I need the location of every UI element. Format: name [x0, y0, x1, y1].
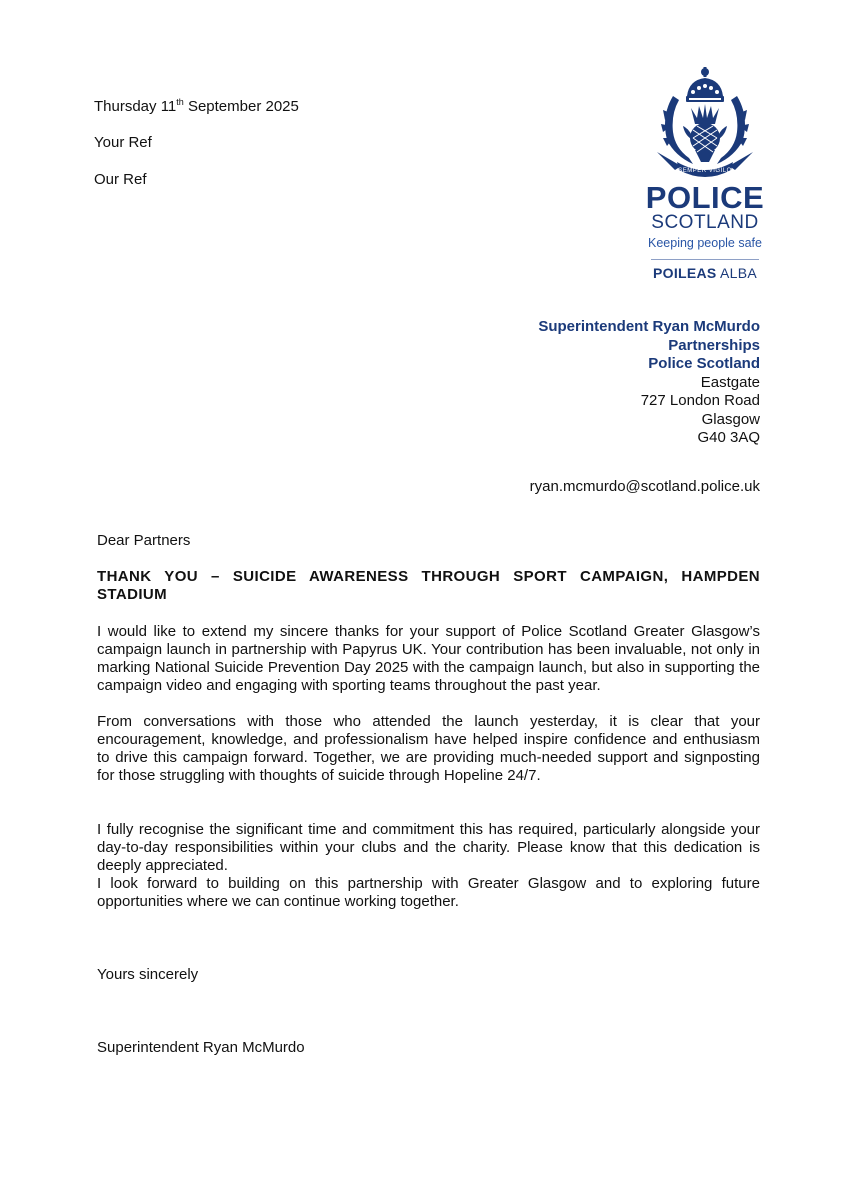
logo-tagline: Keeping people safe	[648, 236, 762, 250]
paragraph: I would like to extend my sincere thanks for your support of Police Scotland Greater Glasgow’s campaign launch in partnership with Papyrus UK. Your contribution has been invaluable, not only in marking National Suicide Prevention Day 2025 with the campaign launch, but also in supporting the campaign video and engaging with sporting teams throughout the past year.	[97, 623, 760, 694]
motto-text: SEMPER VIGILO	[678, 168, 732, 174]
logo-gaelic-name: POILEAS ALBA	[653, 265, 757, 281]
our-ref-label: Our Ref	[94, 171, 147, 188]
paragraph: I look forward to building on this partnership with Greater Glasgow and to exploring future opportunities where we can continue working together.	[97, 875, 760, 910]
salutation: Dear Partners	[97, 532, 191, 549]
address-line: Eastgate	[700, 373, 760, 391]
address-line: G40 3AQ	[697, 429, 760, 446]
sender-email: ryan.mcmurdo@scotland.police.uk	[529, 478, 760, 495]
closing: Yours sincerely	[97, 966, 199, 983]
letter-date: Thursday 11th September 2025	[94, 97, 299, 115]
sender-name: Superintendent Ryan McMurdo	[538, 318, 760, 335]
logo-divider	[651, 259, 759, 260]
paragraph: From conversations with those who attended the launch yesterday, it is clear that your encouragement, knowledge, and professionalism have helped inspire confidence and enthusiasm to drive this campaign forward. Together, we are providing much-needed support and signposting for those struggling with thoughts of suicide through Hopeline 24/7.	[97, 713, 760, 784]
your-ref-label: Your Ref	[94, 134, 152, 151]
signature-name: Superintendent Ryan McMurdo	[97, 1039, 305, 1056]
logo-scotland-text: SCOTLAND	[651, 212, 759, 233]
crest-icon	[653, 66, 757, 178]
police-scotland-logo	[640, 66, 770, 286]
subject-heading: THANK YOU – SUICIDE AWARENESS THROUGH SPORT CAMPAIGN, HAMPDEN STADIUM	[97, 568, 760, 603]
address-line: 727 London Road	[640, 392, 760, 409]
address-line: Glasgow	[701, 410, 760, 428]
sender-organisation: Police Scotland	[648, 355, 760, 372]
paragraph: I fully recognise the significant time and commitment this has required, particularly alongside your day-to-day responsibilities within your clubs and the charity. Please know that this dedication is deeply appreciated.	[97, 821, 760, 874]
sender-department: Partnerships	[668, 336, 760, 354]
logo-police-text: POLICE	[645, 180, 765, 215]
sender-address-block	[538, 318, 760, 448]
